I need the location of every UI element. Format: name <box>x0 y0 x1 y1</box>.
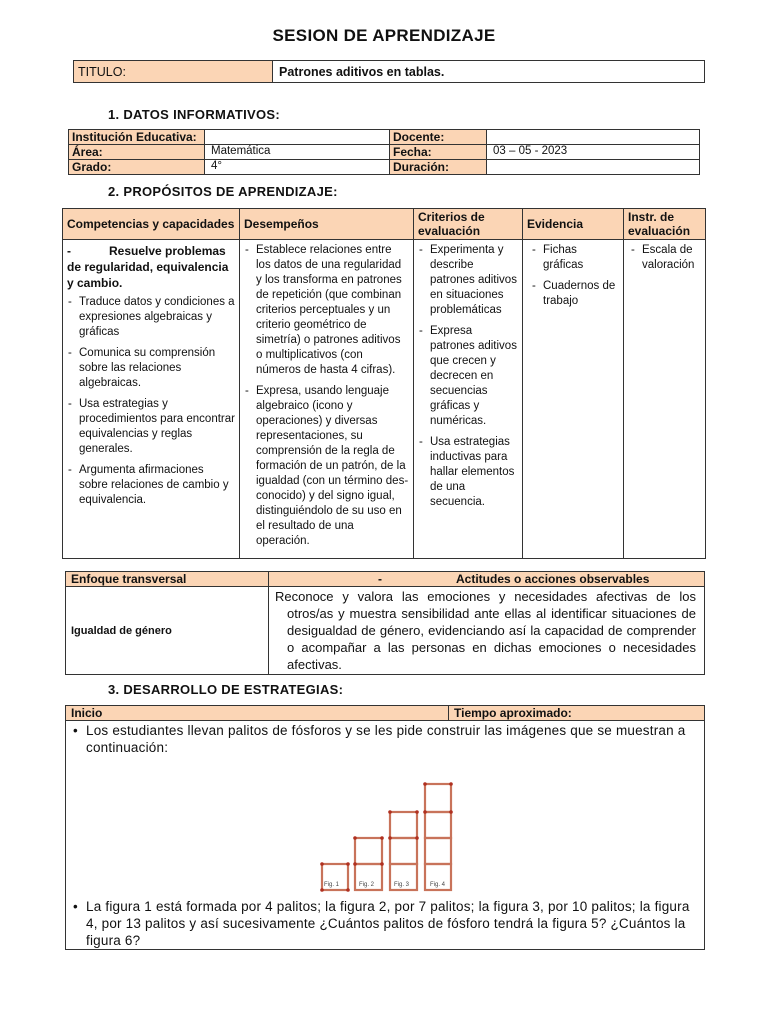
list-item: - Expresa patrones aditivos que crecen y decrecen en secuencias gráficas y numéricas. <box>418 324 518 429</box>
competencia-title-text: Resuelve problemas de regularidad, equivalencia y cambio. <box>67 244 229 290</box>
fig-2-label: Fig. 2 <box>359 882 375 888</box>
area-label: Área: <box>69 145 205 160</box>
titulo-label: TITULO: <box>74 61 273 83</box>
header-evidencia: Evidencia <box>523 209 624 240</box>
desempenos-list <box>244 243 409 549</box>
bullet-2: • La figura 1 está formada por 4 palitos; la figura 2, por 7 palitos; la figura 3, por 10 palitos; la figura 4, por 13 palitos y así sucesivamente ¿Cuántos palitos de fósforo tendrá la figura 5? ¿Cuántos la figura 6? <box>70 898 700 949</box>
list-item: - Experimenta y describe patrones aditivos en situaciones problemáticas <box>418 243 518 318</box>
fig-3-squares <box>390 812 417 838</box>
fig-4-squares <box>425 784 451 812</box>
titulo-table <box>73 60 705 83</box>
duracion-value <box>487 160 700 175</box>
institucion-value <box>205 130 390 145</box>
actitudes-header <box>269 572 705 587</box>
inicio-header: Inicio <box>66 706 449 721</box>
list-item: - Comunica su comprensión sobre las relaciones algebraicas. <box>67 346 235 391</box>
fecha-value: 03 – 05 - 2023 <box>487 145 700 160</box>
desempenos-cell <box>240 240 414 559</box>
grado-value: 4° <box>205 160 390 175</box>
figure-labels <box>70 882 700 898</box>
desarrollo-table <box>65 705 705 950</box>
docente-label: Docente: <box>390 130 487 145</box>
actitudes-dash: - <box>378 572 382 586</box>
list-item: - Escala de valoración <box>630 243 701 273</box>
list-item: - Cuadernos de trabajo <box>531 279 619 309</box>
criterios-cell <box>414 240 523 559</box>
capacidades-list <box>67 295 235 508</box>
matchstick-figures <box>70 756 700 892</box>
enfoque-table <box>65 571 705 675</box>
docente-value <box>487 130 700 145</box>
instrumento-cell <box>624 240 706 559</box>
header-competencias: Competencias y capacidades <box>63 209 240 240</box>
page-title: SESION DE APRENDIZAJE <box>272 26 496 45</box>
fig-1-label: Fig. 1 <box>324 882 340 888</box>
duracion-label: Duración: <box>390 160 487 175</box>
list-item: - Usa estrategias inductivas para hallar elementos de una secuencia. <box>418 435 518 510</box>
list-item: - Argumenta afirmaciones sobre relaciones de cambio y equivalencia. <box>67 463 235 508</box>
competencia-dash: - <box>67 244 71 258</box>
propositos-table <box>62 208 706 559</box>
tiempo-header: Tiempo aproximado: <box>449 706 705 721</box>
header-criterios: Criterios de evaluación <box>414 209 523 240</box>
titulo-value: Patrones aditivos en tablas. <box>273 61 705 83</box>
enfoque-name: Igualdad de género <box>66 587 269 675</box>
instrumento-list <box>628 243 701 273</box>
desarrollo-body <box>66 721 705 950</box>
fig-4-label: Fig. 4 <box>430 882 446 888</box>
actitudes-header-text: Actitudes o acciones observables <box>456 572 650 586</box>
section-3-heading: 3. DESARROLLO DE ESTRATEGIAS: <box>108 682 344 697</box>
fig-2-squares <box>355 838 382 864</box>
fig-3-label: Fig. 3 <box>394 882 410 888</box>
header-instrumento: Instr. de evaluación <box>624 209 706 240</box>
enfoque-text: Reconoce y valora las emociones y necesidades afectivas de los otros/as y muestra sensibilidad ante ellas al identificar situaciones de desigualdad de género, evidenciando así la capacidad de comprender o acompañar a las personas en dichas emociones o necesidades afectivas. <box>269 587 705 675</box>
grado-label: Grado: <box>69 160 205 175</box>
bullet-1: • Los estudiantes llevan palitos de fósforos y se les pide construir las imágenes que se muestran a continuación: <box>70 722 700 756</box>
list-item: - Traduce datos y condiciones a expresiones algebraicas y gráficas <box>67 295 235 340</box>
datos-table <box>68 129 700 175</box>
institucion-label: Institución Educativa: <box>69 130 205 145</box>
list-item: - Expresa, usando lenguaje algebraico (icono y operaciones) y diversas representaciones, su comprensión de la regla de formación de un patrón, de la igualdad (con un término des-conocido) y del signo igual, distinguiéndolo de su uso en el resultado de una operación. <box>244 384 409 549</box>
evidencia-list <box>527 243 619 309</box>
enfoque-header: Enfoque transversal <box>66 572 269 587</box>
criterios-list <box>418 243 518 510</box>
evidencia-cell <box>523 240 624 559</box>
area-value: Matemática <box>205 145 390 160</box>
section-2-heading: 2. PROPÓSITOS DE APRENDIZAJE: <box>108 184 338 199</box>
list-item: - Fichas gráficas <box>531 243 619 273</box>
competencias-cell <box>63 240 240 559</box>
matchstick-drawing <box>322 784 451 890</box>
list-item: - Usa estrategias y procedimientos para encontrar equivalencias y reglas generales. <box>67 397 235 457</box>
competencia-title <box>67 243 235 291</box>
fecha-label: Fecha: <box>390 145 487 160</box>
section-1-heading: 1. DATOS INFORMATIVOS: <box>108 107 280 122</box>
header-desempenos: Desempeños <box>240 209 414 240</box>
list-item: - Establece relaciones entre los datos de una regularidad y los transforma en patrones de repetición (que combinan criterios perceptuales y un criterio geométrico de simetría) o patrones aditivos o multiplicativos (con números de hasta 4 cifras). <box>244 243 409 378</box>
